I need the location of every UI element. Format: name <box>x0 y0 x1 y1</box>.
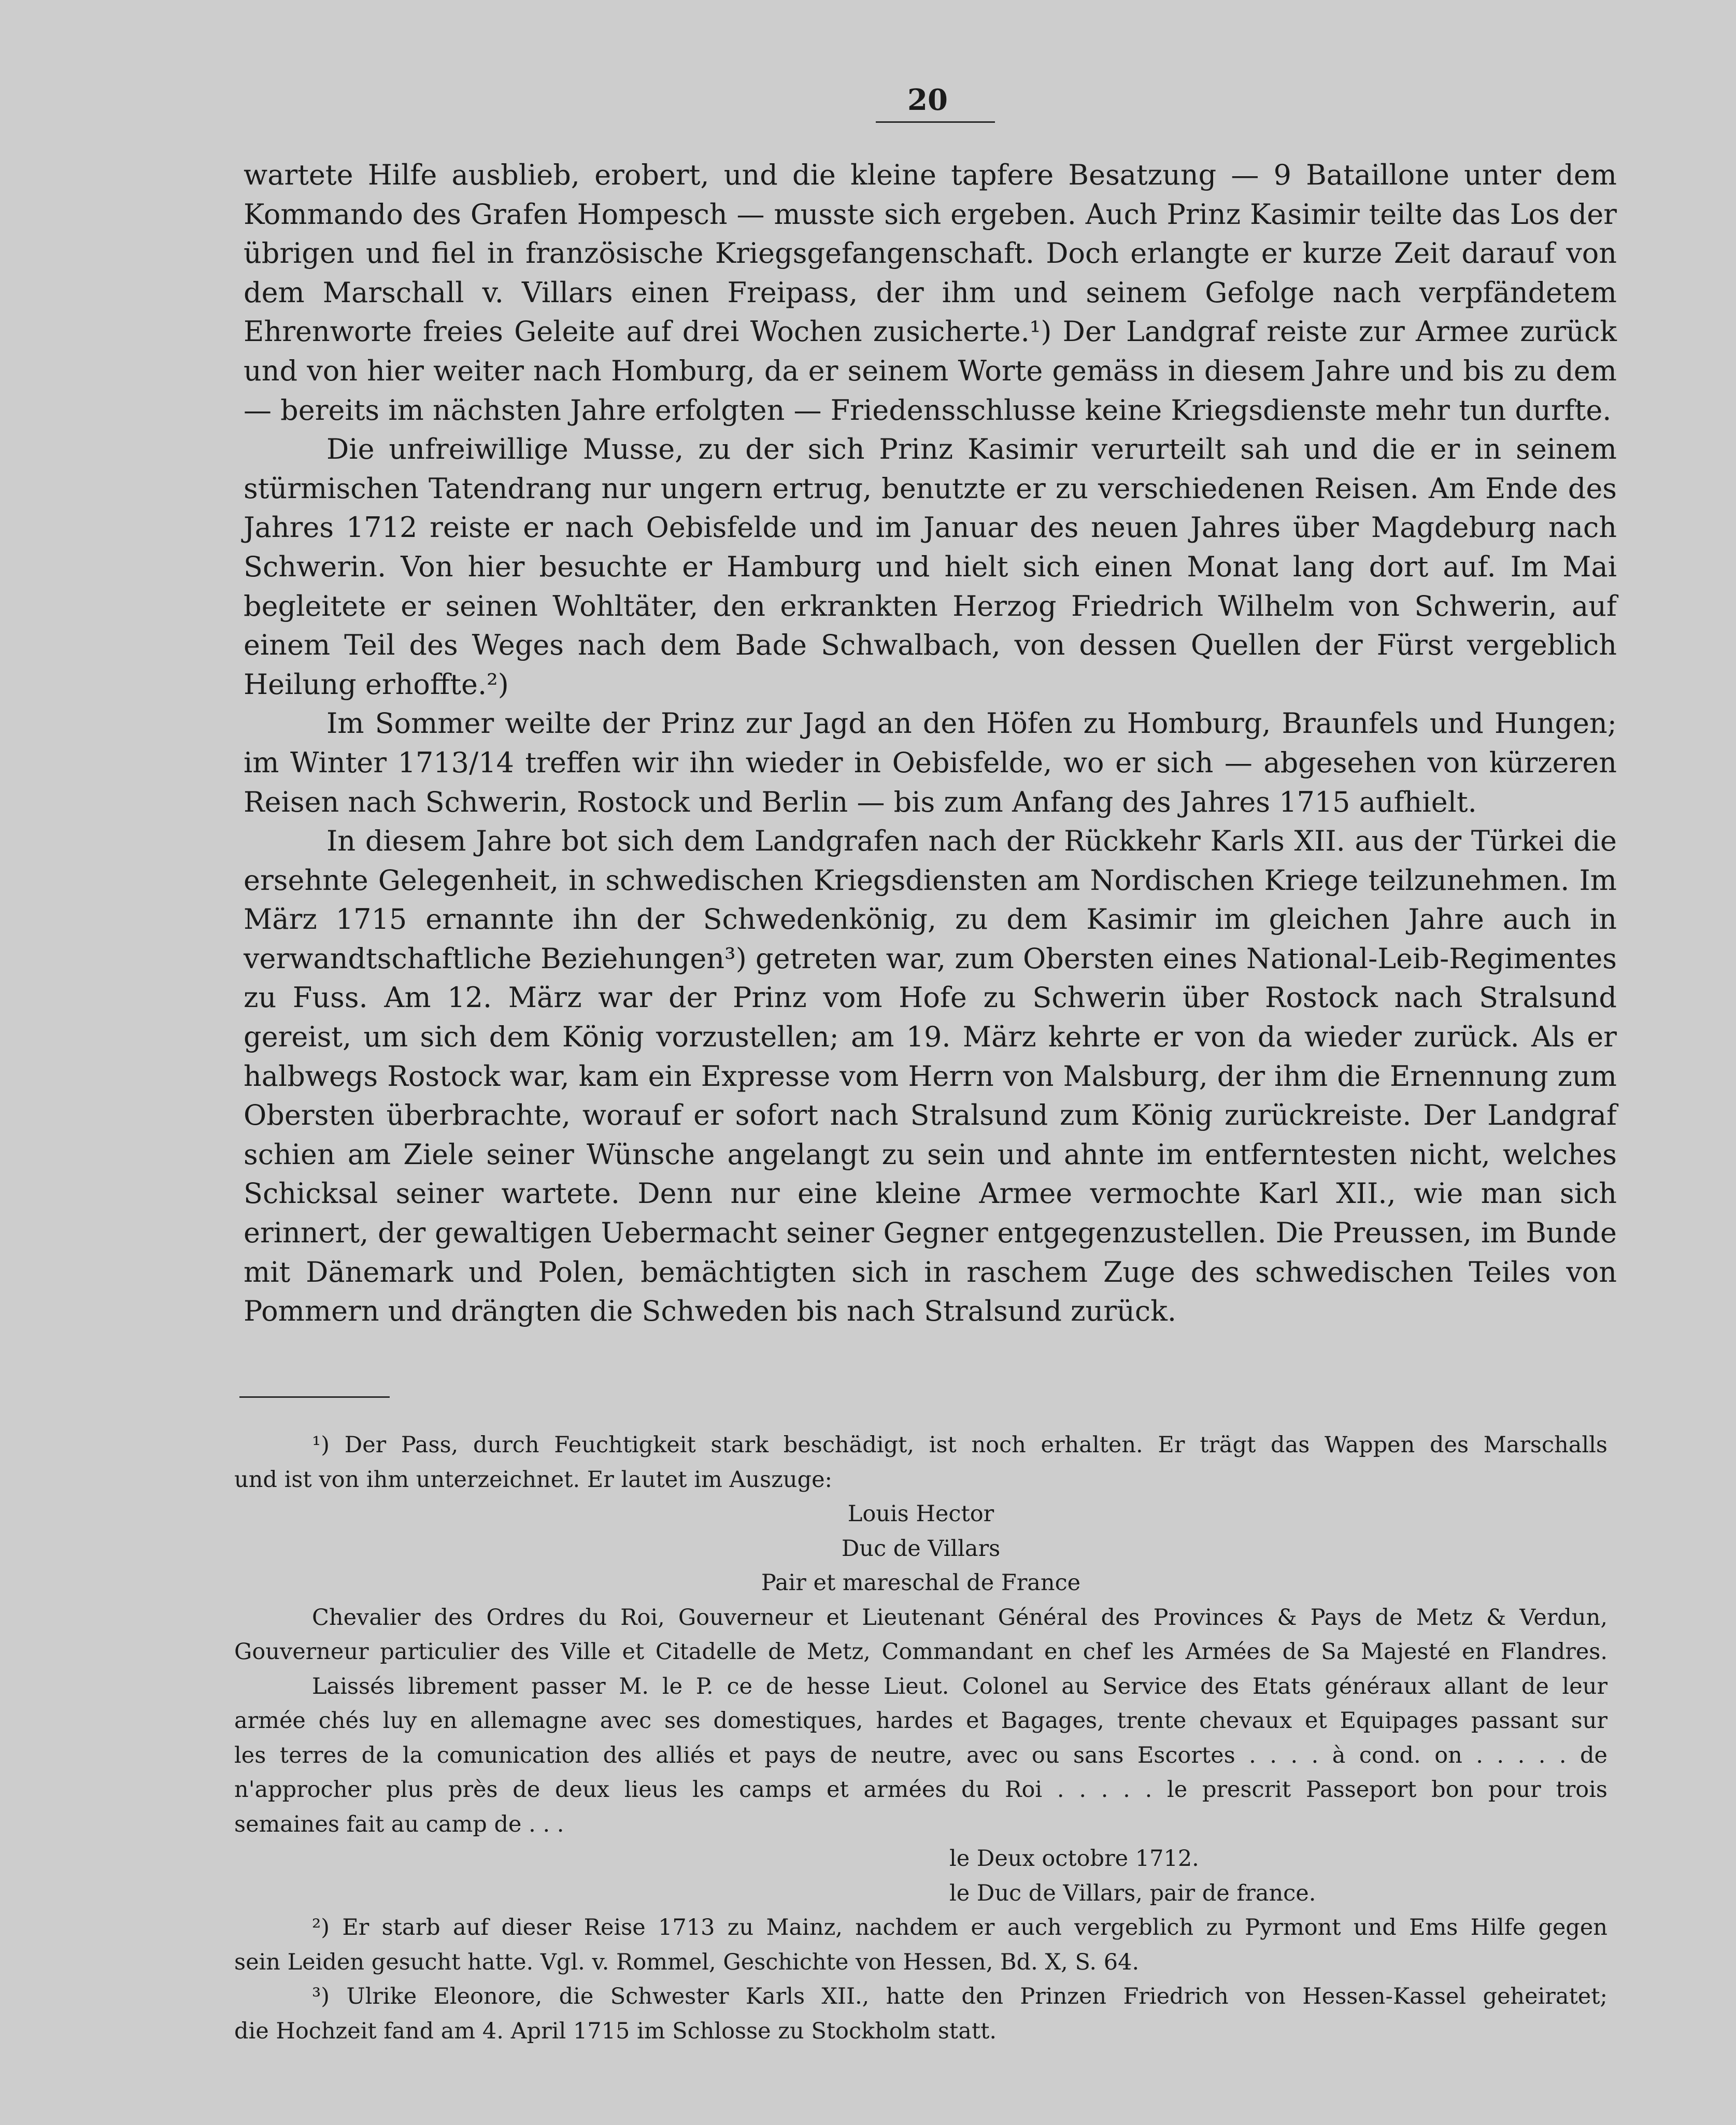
passport-title: Duc de Villars <box>841 1535 1001 1562</box>
paragraph-4: In diesem Jahre bot sich dem Landgrafen nach der Rückkehr Karls XII. aus der Türkei die ersehnte Gelegenheit, in schwedischen Kriegsdiensten am Nordischen Kriege teilzunehmen. Im März 1715 ernannte ihn der Schwedenkönig, zu dem Kasimir im gleichen Jahre auch in verwandtschaftliche Beziehungen³) getreten war, zum Obersten eines National-Leib-Regimentes zu Fuss. Am 12. März war der Prinz vom Hofe zu Schwerin über Rostock nach Stralsund gereist, um sich dem König vorzustellen; am 19. März kehrte er von da wieder zurück. Als er halbwegs Rostock war, kam ein Expresse vom Herrn von Malsburg, der ihm die Ernennung zum Obersten überbrachte, worauf er sofort nach Stralsund zum König zurückreiste. Der Landgraf schien am Ziele seiner Wünsche angelangt zu sein und ahnte im entferntesten nicht, welches Schicksal seiner wartete. Denn nur eine kleine Armee vermochte Karl XII., wie man sich erinnert, der gewaltigen Uebermacht seiner Gegner entgegenzustellen. Die Preussen, im Bunde mit Dänemark und Polen, bemächtigten sich in raschem Zuge des schwedischen Teiles von Pommern und drängten die Schweden bis nach Stralsund zurück. <box>244 825 1617 1328</box>
passport-line-3: Laissés librement passer M. le P. ce de hesse Lieut. Colonel au Service des Etats généraux allant de leur <box>312 1673 1607 1699</box>
passport-line-6: n'approcher plus près de deux lieus les camps et armées du Roi . . . . . le prescrit Passeport bon pour trois <box>234 1777 1607 1803</box>
page-number: 20 <box>907 83 948 117</box>
passport-line-5: les terres de la comunication des alliés et pays de neutre, avec ou sans Escortes . . . . à cond. on . . . . . de <box>234 1742 1607 1768</box>
passport-line-4: armée chés luy en allemagne avec ses domestiques, hardes et Bagages, trente chevaux et Equipages passant sur <box>234 1708 1607 1734</box>
footnote-separator <box>239 1396 390 1398</box>
footnote-1-line-1: ¹) Der Pass, durch Feuchtigkeit stark beschädigt, ist noch erhalten. Er trägt das Wappen des Marschalls <box>312 1432 1607 1458</box>
paragraph-2: Die unfreiwillige Musse, zu der sich Prinz Kasimir verurteilt sah und die er in seinem stürmischen Tatendrang nur ungern ertrug, benutzte er zu verschiedenen Reisen. Am Ende des Jahres 1712 reiste er nach Oebisfelde und im Januar des neuen Jahres über Magdeburg nach Schwerin. Von hier besuchte er Hamburg und hielt sich einen Monat lang dort auf. Im Mai begleitete er seinen Wohltäter, den erkrankten Herzog Friedrich Wilhelm von Schwerin, auf einem Teil des Weges nach dem Bade Schwalbach, von dessen Quellen der Fürst vergeblich Heilung erhoffte.²) <box>244 433 1617 701</box>
passport-signature: le Duc de Villars, pair de france. <box>949 1880 1316 1906</box>
footnote-1-line-2: und ist von ihm unterzeichnet. Er lautet im Auszuge: <box>234 1466 833 1493</box>
passport-line-1: Chevalier des Ordres du Roi, Gouverneur et Lieutenant Général des Provinces & Pays de Metz & Verdun, <box>312 1604 1607 1631</box>
footnotes <box>234 1428 1607 2048</box>
footnote-2-line-1: ²) Er starb auf dieser Reise 1713 zu Mainz, nachdem er auch vergeblich zu Pyrmont und Ems Hilfe gegen <box>312 1915 1607 1940</box>
page-number-rule <box>876 121 995 123</box>
passport-line-2: Gouverneur particulier des Ville et Citadelle de Metz, Commandant en chef les Armées de Sa Majesté en Flandres. <box>234 1639 1607 1665</box>
passport-rank: Pair et mareschal de France <box>761 1570 1081 1596</box>
passport-name: Louis Hector <box>847 1501 994 1527</box>
passport-date: le Deux octobre 1712. <box>949 1846 1199 1872</box>
footnote-3-line-2: die Hochzeit fand am 4. April 1715 im Schlosse zu Stockholm statt. <box>234 2018 997 2044</box>
passport-line-7: semaines fait au camp de . . . <box>234 1811 564 1837</box>
footnote-3-line-1: ³) Ulrike Eleonore, die Schwester Karls XII., hatte den Prinzen Friedrich von Hessen-Kassel geheiratet; <box>312 1984 1607 2009</box>
main-text <box>244 155 1617 1331</box>
paragraph-3: Im Sommer weilte der Prinz zur Jagd an den Höfen zu Homburg, Braunfels und Hungen; im Winter 1713/14 treffen wir ihn wieder in Oebisfelde, wo er sich — abgesehen von kürzeren Reisen nach Schwerin, Rostock und Berlin — bis zum Anfang des Jahres 1715 aufhielt. <box>244 707 1617 818</box>
paragraph-1: wartete Hilfe ausblieb, erobert, und die kleine tapfere Besatzung — 9 Bataillone unter dem Kommando des Grafen Hompesch — musste sich ergeben. Auch Prinz Kasimir teilte das Los der übrigen und fiel in französische Kriegsgefangenschaft. Doch erlangte er kurze Zeit darauf von dem Marschall v. Villars einen Freipass, der ihm und seinem Gefolge nach verpfändetem Ehrenworte freies Geleite auf drei Wochen zusicherte.¹) Der Landgraf reiste zur Armee zurück und von hier weiter nach Homburg, da er seinem Worte gemäss in diesem Jahre und bis zu dem — bereits im nächsten Jahre erfolgten — Friedensschlusse keine Kriegsdienste mehr tun durfte. <box>244 159 1617 427</box>
footnote-2-line-2: sein Leiden gesucht hatte. Vgl. v. Rommel, Geschichte von Hessen, Bd. X, S. 64. <box>234 1949 1140 1975</box>
